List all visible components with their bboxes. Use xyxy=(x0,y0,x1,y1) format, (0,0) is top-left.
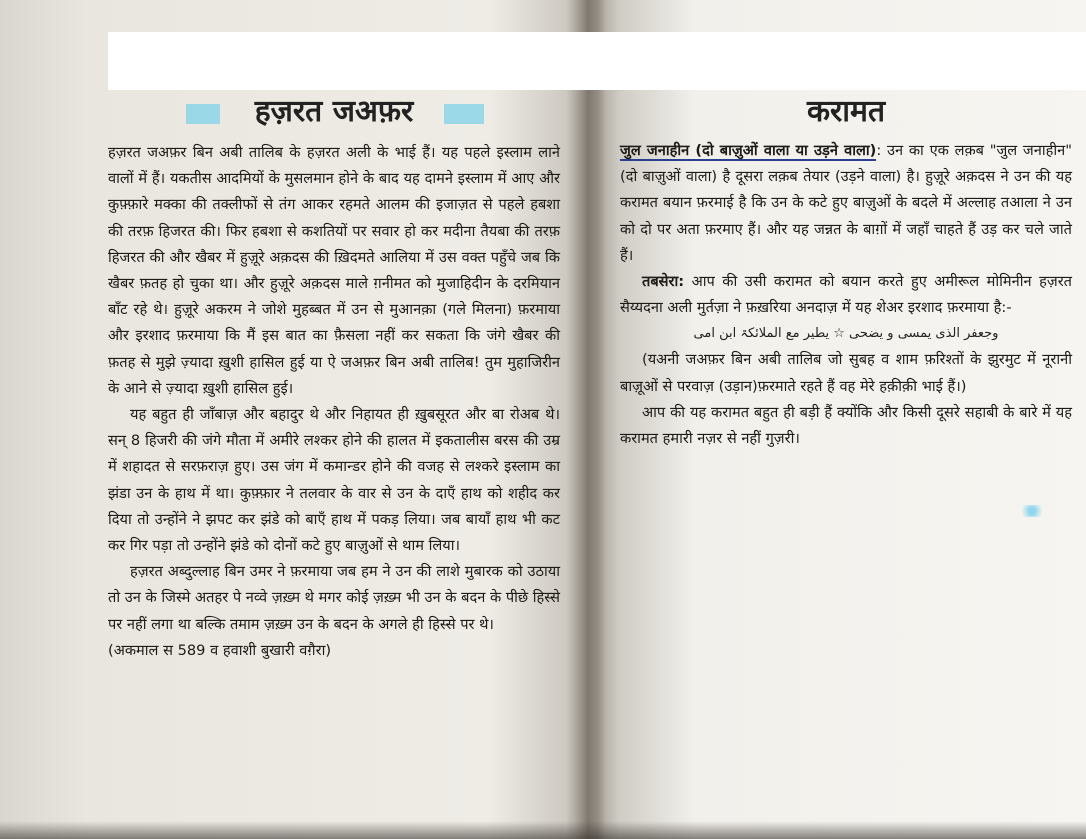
bottom-shadow xyxy=(0,821,1086,839)
highlight-mark-right xyxy=(444,104,484,124)
right-paragraph-1-text: : उन का एक लक़ब "जुल जनाहीन" (दो बाज़ुओं वाला) है दूसरा लक़ब तेयार (उड़ने वाला) है। हुज़ूरे अक़दस ने उन की यह करामत बयान फ़रमाई है कि उन के कटे हुए बाज़ुओं के बदले में अल्लाह तआला ने उन को दो पर अता फ़रमाए हैं। और यह जन्नत के बाग़ों में जहाँ चाहते हैं उड़ कर चले जाते हैं। xyxy=(620,142,1072,264)
book-spine xyxy=(566,0,606,839)
tabsera-label: तबसेरा: xyxy=(642,273,685,291)
highlight-mark-left xyxy=(186,104,220,124)
right-paragraph-3: (यअनी जअफ़र बिन अबी तालिब जो सुबह व शाम फ़रिश्तों के झुरमुट में नूरानी बाज़ूओं से परवाज़ (उड़ान)फ़रमाते रहते हैं वह मेरे हक़ीक़ी भाई हैं।) xyxy=(620,351,1072,395)
left-paragraph-1: हज़रत जअफ़र बिन अबी तालिब के हज़रत अली के भाई हैं। यह पहले इस्लाम लाने वालों में हैं। यकतीस आदमियों के मुसलमान होने के बाद यह दामने इस्लाम में आए और कुफ़्फ़ारे मक्का की तक्लीफों से तंग आकर रहमते आलम की इजाज़त से पहले हबशा की तरफ़ हिजरत की। फिर हबशा से कशतियों पर सवार हो कर मदीना तैयबा की तरफ़ हिजरत की और खैबर में हुज़ूरे अक़दस की ख़िदमते आलिया में उस वक्त पहुँचे जब कि खैबर फ़तह हो चुका था। और हुज़ूरे अक़दस माले ग़नीमत को मुजाहिदीन के दरमियान बाँट रहे थे। हुज़ूरे अकरम ने जोशे मुहब्बत में उन से मुआनक़ा (गले मिलना) फ़रमाया और इरशाद फ़रमाया कि मैं इस बात का फ़ैसला नहीं कर सकता कि जंगे खैबर की फ़तह से मुझे ज़्यादा ख़ुशी हासिल हुई या ऐ जअफ़र बिन अबी तालिब! तुम मुहाजिरीन के आने से ज़्यादा ख़ुशी हासिल हुई। xyxy=(108,144,560,397)
left-page xyxy=(108,90,560,664)
right-paragraph-2-text: आप की उसी करामत को बयान करते हुए अमीरूल मोमिनीन हज़रत सैय्यदना अली मुर्तज़ा ने फ़ख़रिया अनदाज़ में यह शेअर इरशाद फ़रमाया है:- xyxy=(620,273,1072,317)
redacted-area xyxy=(108,32,1086,90)
right-page-title: करामत xyxy=(806,94,886,129)
left-paragraph-3: हज़रत अब्दुल्लाह बिन उमर ने फ़रमाया जब हम ने उन की लाशे मुबारक को उठाया तो उन के जिस्मे अतहर पे नव्वे ज़ख़्म थे मगर कोई ज़ख़्म भी उन के बदन के पीछे हिस्से पर नहीं लगा था बल्कि तमाम ज़ख़्म उन के बदन के अगले ही हिस्से पर थे। xyxy=(108,563,560,633)
underlined-heading: जुल जनाहीन (दो बाज़ुओं वाला या उड़ने वाला) xyxy=(620,142,877,159)
right-page xyxy=(620,90,1072,452)
left-reference: (अकमाल स 589 व हवाशी बुखारी वग़ैरा) xyxy=(108,641,332,659)
left-paragraph-2: यह बहुत ही जाँबाज़ और बहादुर थे और निहायत ही ख़ुबसूरत और बा रोअब थे। सन् 8 हिजरी की जंगे मौता में अमीरे लश्कर होने की हालत में इकतालीस बरस की उम्र में शहादत से सरफ़राज़ हुए। उस जंग में कमान्डर होने की वजह से लश्करे इस्लाम का झंडा उन के हाथ में था। कुफ़्फ़ार ने तलवार के वार से उन के दाएँ हाथ को शहीद कर दिया तो उन्होंने ने झपट कर झंडे को बाएँ हाथ में पकड़ लिया। जब बायाँ हाथ भी कट कर गिर पड़ा तो उन्होंने झंडे को दोनों कटे हुए बाज़ुओं से थाम लिया। xyxy=(108,406,560,555)
highlight-smudge xyxy=(1018,505,1046,517)
right-paragraph-1 xyxy=(620,138,1072,269)
right-paragraph-2 xyxy=(620,269,1072,321)
right-page-text xyxy=(620,138,1072,452)
arabic-verse: وجعفر الذی یمسی و یضحی ☆ یطیر مع الملائکۃ ابن امی xyxy=(693,326,999,342)
left-page-text xyxy=(108,140,560,664)
left-page-title: हज़रत जअफ़र xyxy=(108,90,560,134)
right-paragraph-4: आप की यह करामत बहुत ही बड़ी हैं क्योंकि और किसी दूसरे सहाबी के बारे में यह करामत हमारी नज़र से नहीं गुज़री। xyxy=(620,403,1072,448)
